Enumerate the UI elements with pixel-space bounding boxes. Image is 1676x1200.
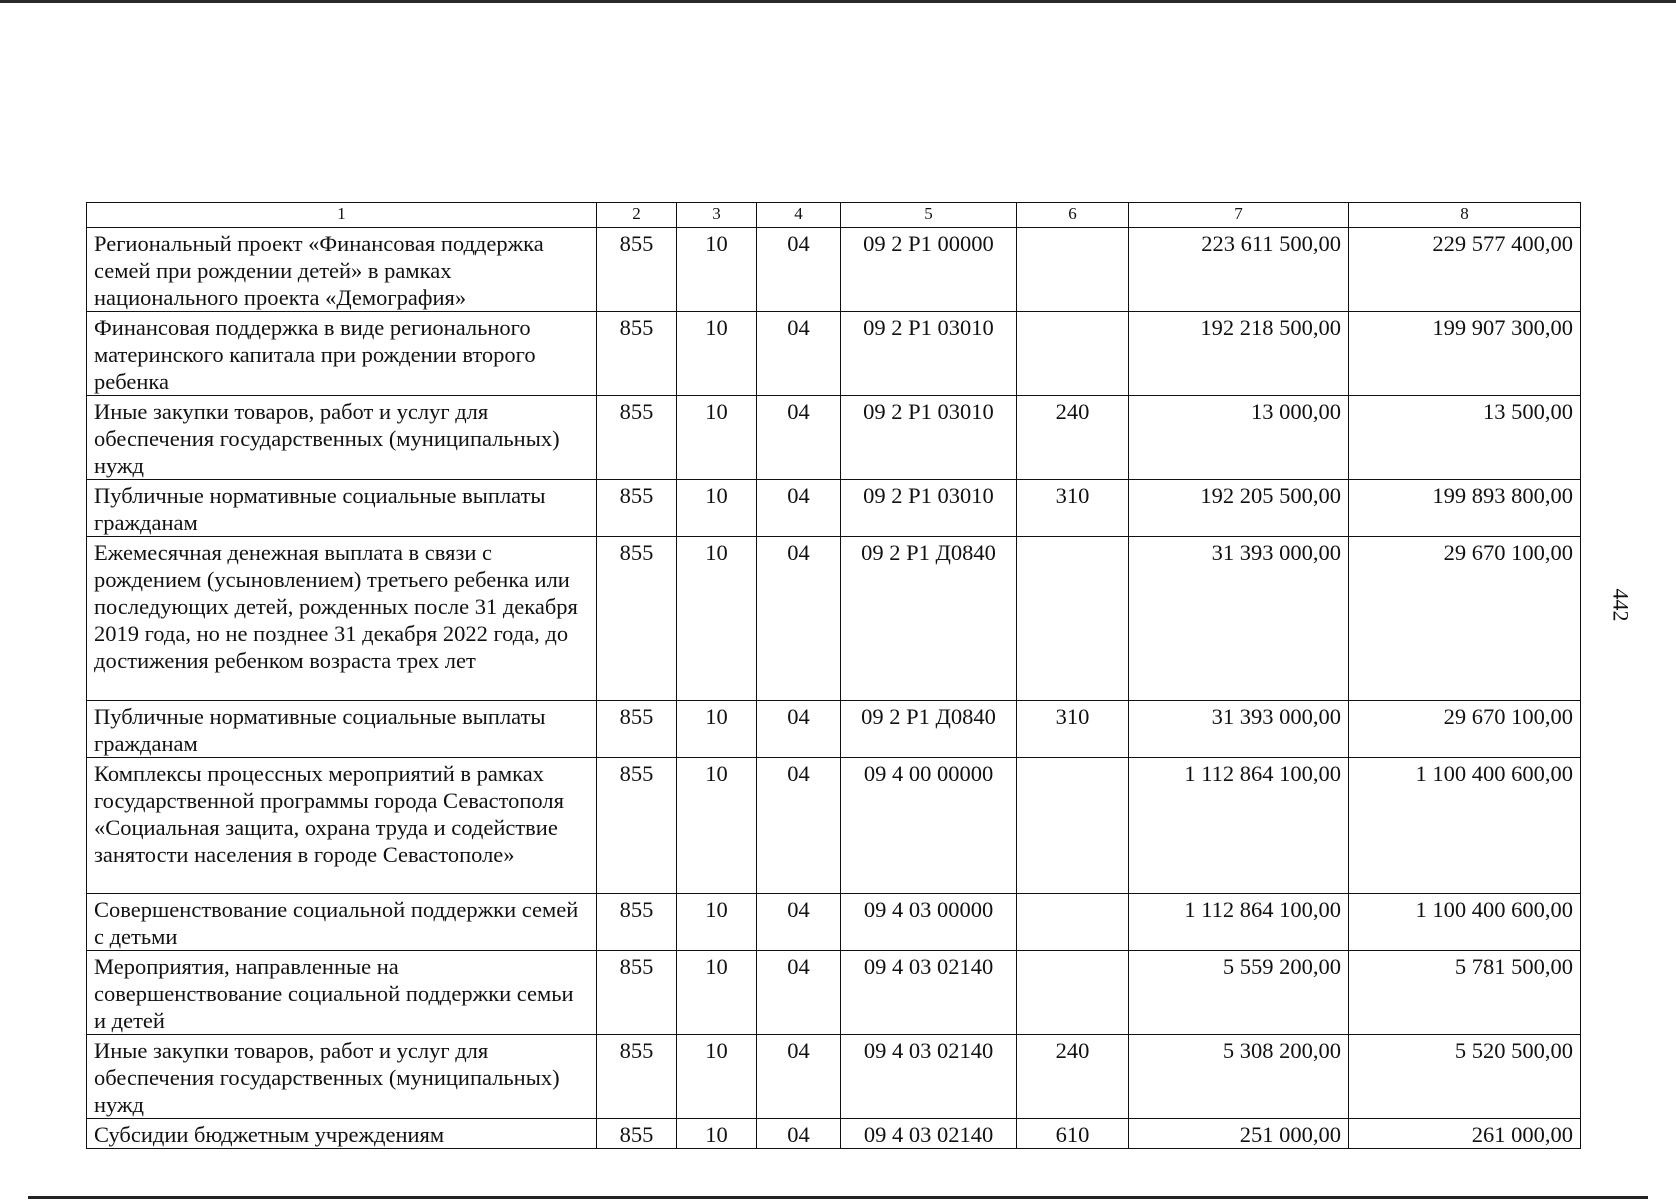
row-sum-2: 1 100 400 600,00 — [1349, 758, 1581, 894]
table-row — [87, 951, 1581, 1035]
row-csr: 09 2 Р1 Д0840 — [841, 701, 1017, 758]
row-pr: 04 — [757, 537, 841, 701]
row-pr: 04 — [757, 480, 841, 537]
row-sum-2: 199 893 800,00 — [1349, 480, 1581, 537]
row-csr: 09 4 03 02140 — [841, 1119, 1017, 1149]
row-pr: 04 — [757, 701, 841, 758]
row-csr: 09 2 Р1 03010 — [841, 480, 1017, 537]
row-name: Публичные нормативные социальные выплаты гражданам — [87, 701, 597, 758]
table-header-row — [87, 203, 1581, 228]
row-vr: 310 — [1017, 480, 1129, 537]
row-ved: 855 — [597, 480, 677, 537]
row-name: Финансовая поддержка в виде регионального материнского капитала при рождении второго ребенка — [87, 312, 597, 396]
table-row — [87, 758, 1581, 894]
row-name: Мероприятия, направленные на совершенствование социальной поддержки семьи и детей — [87, 951, 597, 1035]
row-name: Комплексы процессных мероприятий в рамках государственной программы города Севастополя «Социальная защита, охрана труда и содействие занятости населения в городе Севастополе» — [87, 758, 597, 894]
row-sum-1: 192 205 500,00 — [1129, 480, 1349, 537]
row-vr — [1017, 894, 1129, 951]
row-ved: 855 — [597, 758, 677, 894]
row-pr: 04 — [757, 894, 841, 951]
row-vr — [1017, 758, 1129, 894]
row-rz: 10 — [677, 1119, 757, 1149]
row-csr: 09 2 Р1 00000 — [841, 228, 1017, 312]
row-ved: 855 — [597, 1035, 677, 1119]
row-ved: 855 — [597, 537, 677, 701]
row-rz: 10 — [677, 228, 757, 312]
row-pr: 04 — [757, 951, 841, 1035]
row-pr: 04 — [757, 1119, 841, 1149]
row-csr: 09 4 03 02140 — [841, 951, 1017, 1035]
row-sum-1: 192 218 500,00 — [1129, 312, 1349, 396]
table-row — [87, 1035, 1581, 1119]
row-rz: 10 — [677, 480, 757, 537]
row-sum-1: 5 308 200,00 — [1129, 1035, 1349, 1119]
row-sum-2: 1 100 400 600,00 — [1349, 894, 1581, 951]
row-vr — [1017, 228, 1129, 312]
row-pr: 04 — [757, 228, 841, 312]
row-csr: 09 4 00 00000 — [841, 758, 1017, 894]
row-name: Иные закупки товаров, работ и услуг для обеспечения государственных (муниципальных) нужд — [87, 396, 597, 480]
row-ved: 855 — [597, 312, 677, 396]
row-csr: 09 2 Р1 Д0840 — [841, 537, 1017, 701]
row-ved: 855 — [597, 1119, 677, 1149]
row-rz: 10 — [677, 537, 757, 701]
column-number-7: 7 — [1129, 203, 1349, 228]
row-ved: 855 — [597, 396, 677, 480]
row-pr: 04 — [757, 312, 841, 396]
page-number: 442 — [1608, 588, 1634, 622]
row-ved: 855 — [597, 894, 677, 951]
table-row — [87, 480, 1581, 537]
scan-edge-top — [0, 0, 1676, 3]
row-sum-2: 13 500,00 — [1349, 396, 1581, 480]
table-row — [87, 1119, 1581, 1149]
row-name: Совершенствование социальной поддержки семей с детьми — [87, 894, 597, 951]
row-sum-2: 29 670 100,00 — [1349, 701, 1581, 758]
row-vr: 310 — [1017, 701, 1129, 758]
row-pr: 04 — [757, 758, 841, 894]
row-ved: 855 — [597, 951, 677, 1035]
column-number-8: 8 — [1349, 203, 1581, 228]
row-rz: 10 — [677, 894, 757, 951]
row-rz: 10 — [677, 758, 757, 894]
row-sum-2: 5 520 500,00 — [1349, 1035, 1581, 1119]
row-sum-1: 13 000,00 — [1129, 396, 1349, 480]
row-rz: 10 — [677, 312, 757, 396]
row-ved: 855 — [597, 228, 677, 312]
row-sum-1: 31 393 000,00 — [1129, 701, 1349, 758]
row-sum-1: 1 112 864 100,00 — [1129, 758, 1349, 894]
row-name: Иные закупки товаров, работ и услуг для обеспечения государственных (муниципальных) нужд — [87, 1035, 597, 1119]
row-vr: 610 — [1017, 1119, 1129, 1149]
row-sum-1: 5 559 200,00 — [1129, 951, 1349, 1035]
table-row — [87, 894, 1581, 951]
row-vr — [1017, 537, 1129, 701]
column-number-1: 1 — [87, 203, 597, 228]
row-vr: 240 — [1017, 1035, 1129, 1119]
row-rz: 10 — [677, 396, 757, 480]
table-row — [87, 537, 1581, 701]
budget-table — [86, 202, 1581, 1149]
row-sum-2: 199 907 300,00 — [1349, 312, 1581, 396]
column-number-6: 6 — [1017, 203, 1129, 228]
row-csr: 09 2 Р1 03010 — [841, 396, 1017, 480]
table-row — [87, 396, 1581, 480]
column-number-4: 4 — [757, 203, 841, 228]
row-sum-2: 229 577 400,00 — [1349, 228, 1581, 312]
row-ved: 855 — [597, 701, 677, 758]
row-sum-1: 251 000,00 — [1129, 1119, 1349, 1149]
column-number-3: 3 — [677, 203, 757, 228]
table-row — [87, 228, 1581, 312]
row-csr: 09 4 03 02140 — [841, 1035, 1017, 1119]
row-rz: 10 — [677, 701, 757, 758]
column-number-5: 5 — [841, 203, 1017, 228]
row-csr: 09 4 03 00000 — [841, 894, 1017, 951]
row-name: Региональный проект «Финансовая поддержка семей при рождении детей» в рамках национального проекта «Демография» — [87, 228, 597, 312]
row-sum-2: 29 670 100,00 — [1349, 537, 1581, 701]
table-row — [87, 701, 1581, 758]
row-csr: 09 2 Р1 03010 — [841, 312, 1017, 396]
row-sum-2: 261 000,00 — [1349, 1119, 1581, 1149]
row-sum-2: 5 781 500,00 — [1349, 951, 1581, 1035]
row-name: Субсидии бюджетным учреждениям — [87, 1119, 597, 1149]
row-rz: 10 — [677, 1035, 757, 1119]
row-name: Ежемесячная денежная выплата в связи с рождением (усыновлением) третьего ребенка или последующих детей, рожденных после 31 декабря 2019 года, но не позднее 31 декабря 2022 года, до достижения ребенком возраста трех лет — [87, 537, 597, 701]
row-sum-1: 1 112 864 100,00 — [1129, 894, 1349, 951]
row-vr: 240 — [1017, 396, 1129, 480]
row-pr: 04 — [757, 396, 841, 480]
row-name: Публичные нормативные социальные выплаты гражданам — [87, 480, 597, 537]
column-number-2: 2 — [597, 203, 677, 228]
scan-edge-bottom — [28, 1196, 1648, 1199]
row-sum-1: 31 393 000,00 — [1129, 537, 1349, 701]
row-sum-1: 223 611 500,00 — [1129, 228, 1349, 312]
row-rz: 10 — [677, 951, 757, 1035]
row-vr — [1017, 312, 1129, 396]
table-row — [87, 312, 1581, 396]
row-vr — [1017, 951, 1129, 1035]
row-pr: 04 — [757, 1035, 841, 1119]
